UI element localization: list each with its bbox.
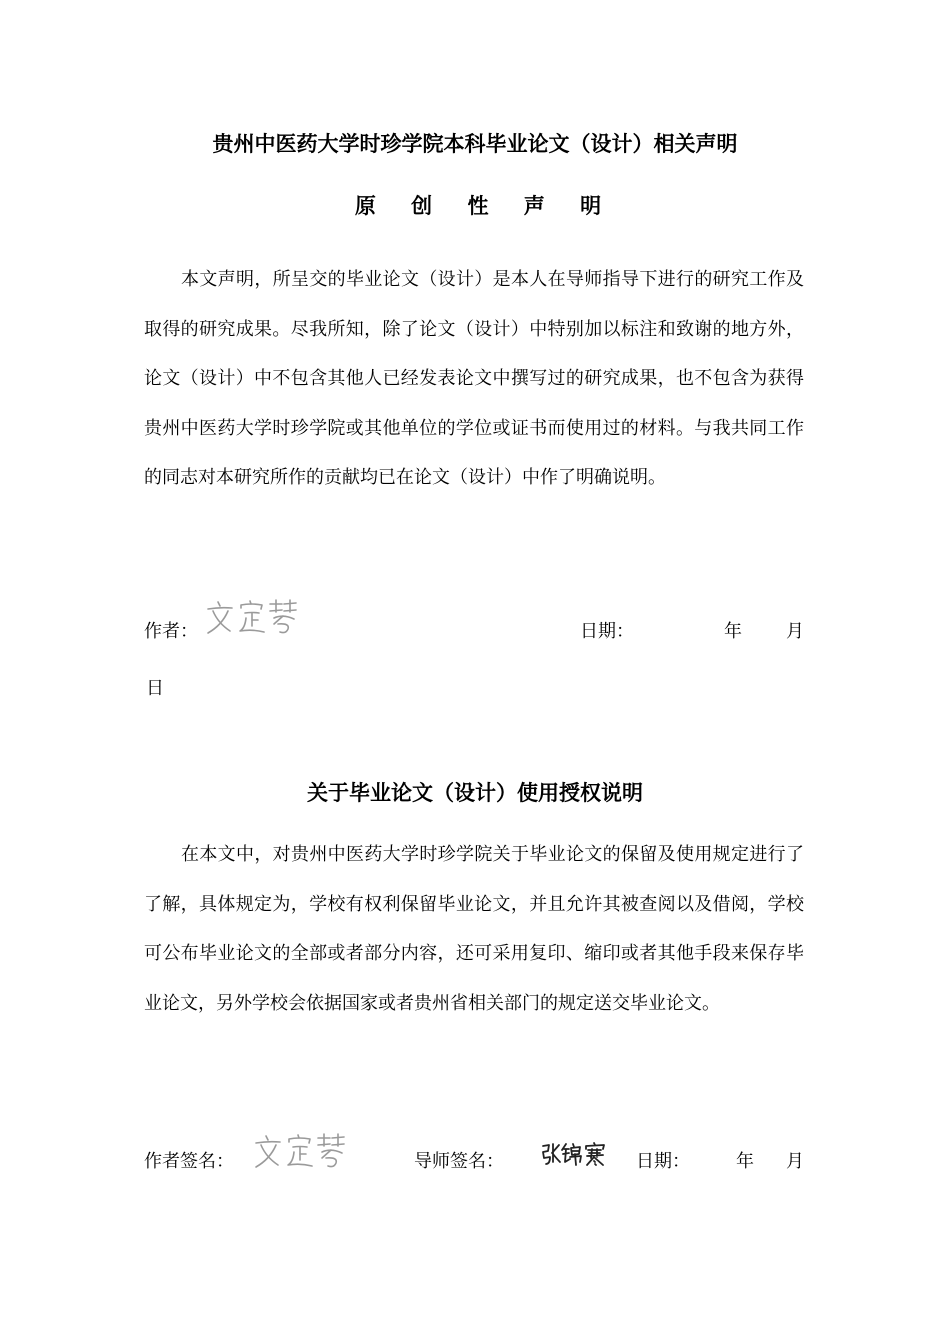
author-signature-image (204, 596, 300, 638)
year-label-2: 年 (736, 1151, 754, 1172)
author-signature (204, 596, 300, 638)
advisor-signature (540, 1140, 610, 1170)
year-label: 年 (724, 621, 742, 642)
advisor-signature-label: 导师签名： (414, 1151, 504, 1172)
advisor-signature-image (540, 1140, 610, 1170)
originality-heading: 原 创 性 声 明 (354, 194, 616, 218)
month-label-2: 月 (786, 1151, 804, 1172)
date-label: 日期： (580, 621, 634, 642)
author-signature-image-2 (252, 1130, 348, 1172)
author-label: 作者： (144, 621, 198, 642)
author-signature-2 (252, 1130, 348, 1172)
author-signature-label: 作者签名： (144, 1151, 234, 1172)
authorization-signature-row (144, 1139, 804, 1179)
date-label-2: 日期： (636, 1151, 690, 1172)
authorization-heading: 关于毕业论文（设计）使用授权说明 (307, 781, 643, 805)
authorization-statement: 在本文中，对贵州中医药大学时珍学院关于毕业论文的保留及使用规定进行了了解，具体规定为，学校有权利保留毕业论文，并且允许其被查阅以及借阅，学校可公布毕业论文的全部或者部分内容，还可采用复印、缩印或者其他手段来保存毕业论文，另外学校会依据国家或者贵州省相关部门的规定送交毕业论文。 (144, 844, 804, 1014)
document-title: 贵州中医药大学时珍学院本科毕业论文（设计）相关声明 (212, 132, 738, 156)
originality-statement: 本文声明，所呈交的毕业论文（设计）是本人在导师指导下进行的研究工作及取得的研究成果。尽我所知，除了论文（设计）中特别加以标注和致谢的地方外，论文（设计）中不包含其他人已经发表论文中撰写过的研究成果，也不包含为获得贵州中医药大学时珍学院或其他单位的学位或证书而使用过的材料。与我共同工作的同志对本研究所作的贡献均已在论文（设计）中作了明确说明。 (144, 269, 804, 488)
month-label: 月 (786, 621, 804, 642)
day-label: 日 (146, 678, 164, 699)
